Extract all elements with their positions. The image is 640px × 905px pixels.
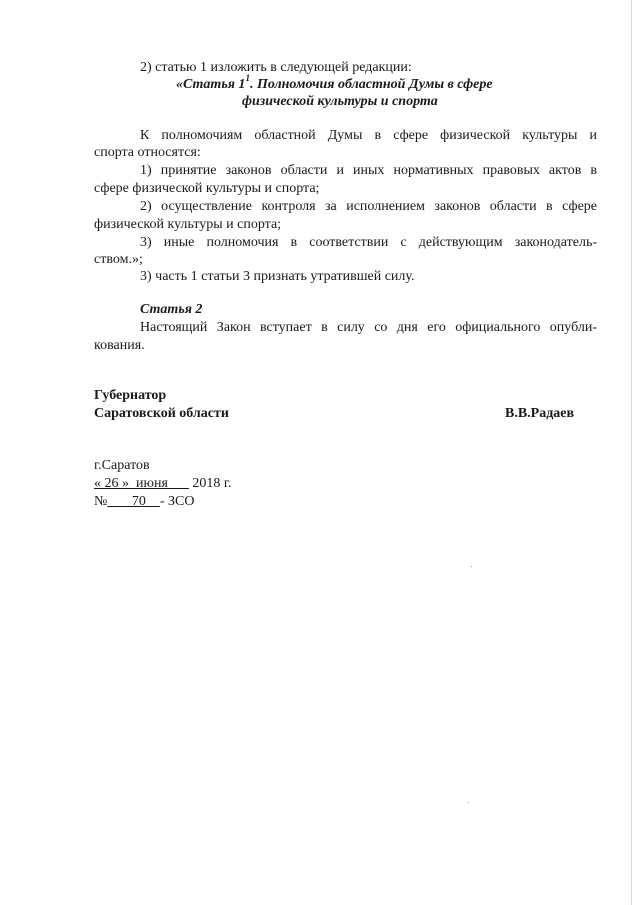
scan-speck [471, 566, 472, 567]
date-month: июня [129, 476, 189, 491]
governor-name: В.В.Радаев [505, 406, 575, 421]
signing-date [94, 475, 232, 492]
article-heading-line2: физической культуры и спорта [242, 94, 438, 109]
paragraph-line: 2) осуществление контроля за исполнением законов области в сфере [140, 199, 597, 214]
scan-edge-line [631, 0, 632, 905]
heading-article-word: Статья 1 [183, 77, 246, 92]
date-day: 26 [101, 476, 122, 491]
article-heading-line1 [176, 73, 493, 93]
article-2-title: Статья 2 [140, 302, 203, 317]
paragraph-line: ством.»; [94, 252, 143, 267]
heading-superscript: 1 [245, 73, 250, 84]
date-open-quote: « [94, 476, 101, 491]
scan-speck [468, 802, 469, 803]
item-3-line: 3) часть 1 статьи 3 признать утратившей силу. [140, 269, 415, 284]
article-2-line: кования. [94, 338, 145, 353]
paragraph-line: К полномочиям областной Думы в сфере физической культуры и [140, 128, 597, 143]
item-2-intro: 2) статью 1 изложить в следующей редакции: [140, 60, 412, 75]
governor-position-line1: Губернатор [94, 388, 167, 403]
paragraph-line: физической культуры и спорта; [94, 217, 282, 232]
governor-position-line2: Саратовской области [94, 406, 229, 421]
heading-open-quote: « [176, 77, 183, 92]
paragraph-line: 3) иные полномочия в соответствии с действующим законодатель- [140, 235, 597, 250]
paragraph-line: спорта относятся: [94, 145, 201, 160]
number-label: № [94, 494, 108, 509]
heading-title: . Полномочия областной Думы в сфере [249, 77, 493, 92]
law-number [94, 493, 194, 510]
date-close-quote: » [122, 476, 129, 491]
article-2-line: Настоящий Закон вступает в силу со дня его официального опубли- [140, 320, 597, 335]
paragraph-line: сфере физической культуры и спорта; [94, 181, 320, 196]
paragraph-line: 1) принятие законов области и иных нормативных правовых актов в [140, 163, 597, 178]
date-year: 2018 г. [188, 476, 232, 491]
city: г.Саратов [94, 458, 150, 473]
number-suffix: - ЗСО [159, 494, 195, 509]
number-value: 70 [107, 494, 160, 509]
